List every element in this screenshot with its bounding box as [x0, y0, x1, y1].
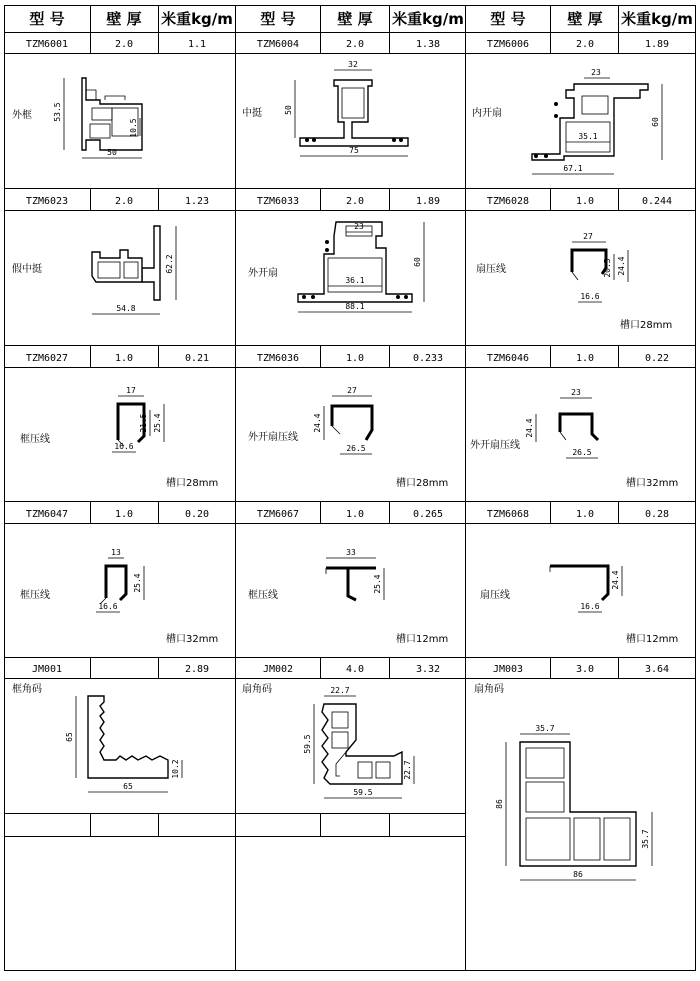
dimension-label: 17: [126, 386, 136, 395]
profile-name: 外开扇压线: [248, 432, 298, 443]
slot-size: 槽口32mm: [166, 634, 219, 645]
model-code: TZM6036: [256, 353, 300, 364]
dimension-label: 21.5: [139, 413, 148, 433]
profile-name: 扇角码: [474, 684, 504, 695]
model-code: TZM6004: [256, 39, 300, 50]
model-code: JM002: [262, 664, 294, 675]
wall-thickness: 2.0: [575, 39, 595, 50]
header-wall: 壁 厚: [337, 10, 373, 28]
weight-per-meter: 1.1: [187, 39, 207, 50]
model-code: TZM6027: [25, 353, 69, 364]
profile-drawing-tzm6001: [12, 78, 142, 158]
wall-thickness: 1.0: [114, 353, 134, 364]
dimension-label: 24.4: [611, 570, 620, 590]
model-code: TZM6047: [25, 509, 69, 520]
weight-per-meter: 3.32: [415, 664, 441, 675]
model-code: TZM6028: [486, 196, 530, 207]
wall-thickness: 2.0: [345, 39, 365, 50]
dimension-label: 22.7: [330, 686, 350, 695]
dimension-label: 60: [413, 257, 422, 267]
profile-drawing-tzm6028: [476, 232, 672, 331]
profile-drawing-tzm6033: [248, 222, 424, 312]
profile-name: 框压线: [20, 434, 50, 445]
wall-thickness: 1.0: [345, 353, 365, 364]
slot-size: 槽口28mm: [166, 478, 219, 489]
weight-per-meter: 0.20: [184, 509, 210, 520]
model-code: TZM6001: [25, 39, 69, 50]
dimension-label: 53.5: [53, 102, 62, 122]
header-weight: 米重kg/m: [392, 10, 464, 28]
profile-name: 扇压线: [480, 590, 510, 601]
model-code: TZM6006: [486, 39, 530, 50]
profile-drawing-tzm6067: [248, 548, 448, 645]
dimension-label: 60: [651, 117, 660, 127]
dimension-label: 65: [123, 782, 133, 791]
corner-drawing-jm001: [12, 682, 182, 792]
dimension-label: 25.4: [153, 413, 162, 433]
header-wall: 壁 厚: [106, 10, 142, 28]
dimension-label: 35.7: [641, 829, 650, 849]
profile-name: 假中挺: [12, 264, 42, 275]
profile-name: 内开扇: [472, 108, 502, 119]
dimension-label: 32: [348, 60, 358, 69]
model-code: TZM6033: [256, 196, 300, 207]
weight-per-meter: 1.23: [184, 196, 210, 207]
dimension-label: 67.1: [563, 164, 583, 173]
profile-name: 扇角码: [242, 684, 272, 695]
dimension-label: 13: [111, 548, 121, 557]
dimension-label: 54.8: [116, 304, 136, 313]
model-code: JM001: [31, 664, 63, 675]
weight-per-meter: 0.233: [412, 353, 444, 364]
wall-thickness: 1.0: [345, 509, 365, 520]
dimension-label: 35.7: [535, 724, 555, 733]
dimension-label: 88.1: [345, 302, 365, 311]
weight-per-meter: 1.38: [415, 39, 441, 50]
weight-per-meter: 0.22: [644, 353, 670, 364]
weight-per-meter: 2.89: [184, 664, 210, 675]
dimension-label: 22.7: [403, 760, 412, 780]
profile-name: 外开扇: [248, 268, 278, 279]
profile-drawing-tzm6046: [470, 388, 678, 489]
header-type: 型 号: [260, 10, 296, 28]
dimension-label: 50: [107, 148, 117, 157]
header-type: 型 号: [29, 10, 65, 28]
dimension-label: 36.1: [345, 276, 365, 285]
wall-thickness: 2.0: [114, 39, 134, 50]
dimension-label: 16.6: [98, 602, 118, 611]
dimension-label: 16.6: [580, 292, 600, 301]
slot-size: 槽口12mm: [626, 634, 679, 645]
slot-size: 槽口28mm: [620, 320, 673, 331]
wall-thickness: 1.0: [114, 509, 134, 520]
wall-thickness: 1.0: [575, 196, 595, 207]
dimension-label: 24.4: [313, 413, 322, 433]
profile-drawing-tzm6006: [472, 68, 662, 174]
dimension-label: 75: [349, 146, 359, 155]
dimension-label: 20.5: [603, 258, 612, 278]
header-wall: 壁 厚: [567, 10, 603, 28]
dimension-label: 35.1: [578, 132, 598, 141]
model-code: TZM6068: [486, 509, 530, 520]
slot-size: 槽口32mm: [626, 478, 679, 489]
weight-per-meter: 0.28: [644, 509, 670, 520]
profile-name: 中挺: [242, 108, 262, 119]
profile-drawing-tzm6036: [248, 386, 448, 489]
dimension-label: 26.5: [572, 448, 592, 457]
weight-per-meter: 0.265: [412, 509, 444, 520]
dimension-label: 59.5: [353, 788, 373, 797]
wall-thickness: 3.0: [575, 664, 595, 675]
profile-name: 框压线: [20, 590, 50, 601]
dimension-label: 10.2: [171, 759, 180, 779]
model-code: TZM6046: [486, 353, 530, 364]
dimension-label: 16.6: [114, 442, 134, 451]
slot-size: 槽口28mm: [396, 478, 449, 489]
weight-per-meter: 1.89: [644, 39, 670, 50]
weight-per-meter: 0.244: [641, 196, 673, 207]
dimension-label: 24.4: [525, 418, 534, 438]
profile-name: 外开扇压线: [470, 440, 520, 451]
model-code: TZM6067: [256, 509, 300, 520]
header-type: 型 号: [490, 10, 526, 28]
dimension-label: 27: [583, 232, 593, 241]
dimension-label: 26.5: [346, 444, 366, 453]
wall-thickness: 1.0: [575, 353, 595, 364]
dimension-label: 27: [347, 386, 357, 395]
profile-name: 扇压线: [476, 264, 506, 275]
wall-thickness: 1.0: [575, 509, 595, 520]
dimension-label: 25.4: [373, 574, 382, 594]
slot-size: 槽口12mm: [396, 634, 449, 645]
weight-per-meter: 1.89: [415, 196, 441, 207]
weight-per-meter: 3.64: [644, 664, 670, 675]
wall-thickness: 2.0: [345, 196, 365, 207]
profile-name: 外框: [12, 110, 32, 121]
dimension-label: 86: [495, 799, 504, 809]
dimension-label: 16.6: [580, 602, 600, 611]
dimension-label: 25.4: [133, 573, 142, 593]
profile-drawing-tzm6023: [12, 226, 176, 314]
profile-drawing-tzm6027: [20, 386, 218, 489]
profile-name: 框角码: [12, 684, 42, 695]
corner-drawing-jm003: [474, 682, 652, 880]
profile-name: 框压线: [248, 590, 278, 601]
dimension-label: 62.2: [165, 254, 174, 274]
dimension-label: 33: [346, 548, 356, 557]
model-code: JM003: [492, 664, 524, 675]
header-weight: 米重kg/m: [161, 10, 233, 28]
dimension-label: 59.5: [303, 734, 312, 754]
wall-thickness: 4.0: [345, 664, 365, 675]
dimension-label: 23: [571, 388, 581, 397]
dimension-label: 23: [591, 68, 601, 77]
profile-drawing-tzm6068: [480, 566, 678, 645]
model-code: TZM6023: [25, 196, 69, 207]
profile-drawing-tzm6004: [242, 60, 408, 156]
header-weight: 米重kg/m: [621, 10, 693, 28]
dimension-label: 86: [573, 870, 583, 879]
corner-drawing-jm002: [242, 682, 414, 798]
header-row: [29, 10, 693, 28]
dimension-label: 23: [354, 222, 364, 231]
dimension-label: 24.4: [617, 256, 626, 276]
weight-per-meter: 0.21: [184, 353, 210, 364]
dimension-label: 10.5: [129, 118, 138, 138]
profile-drawing-tzm6047: [20, 548, 218, 645]
wall-thickness: 2.0: [114, 196, 134, 207]
dimension-label: 50: [284, 105, 293, 115]
dimension-label: 65: [65, 732, 74, 742]
